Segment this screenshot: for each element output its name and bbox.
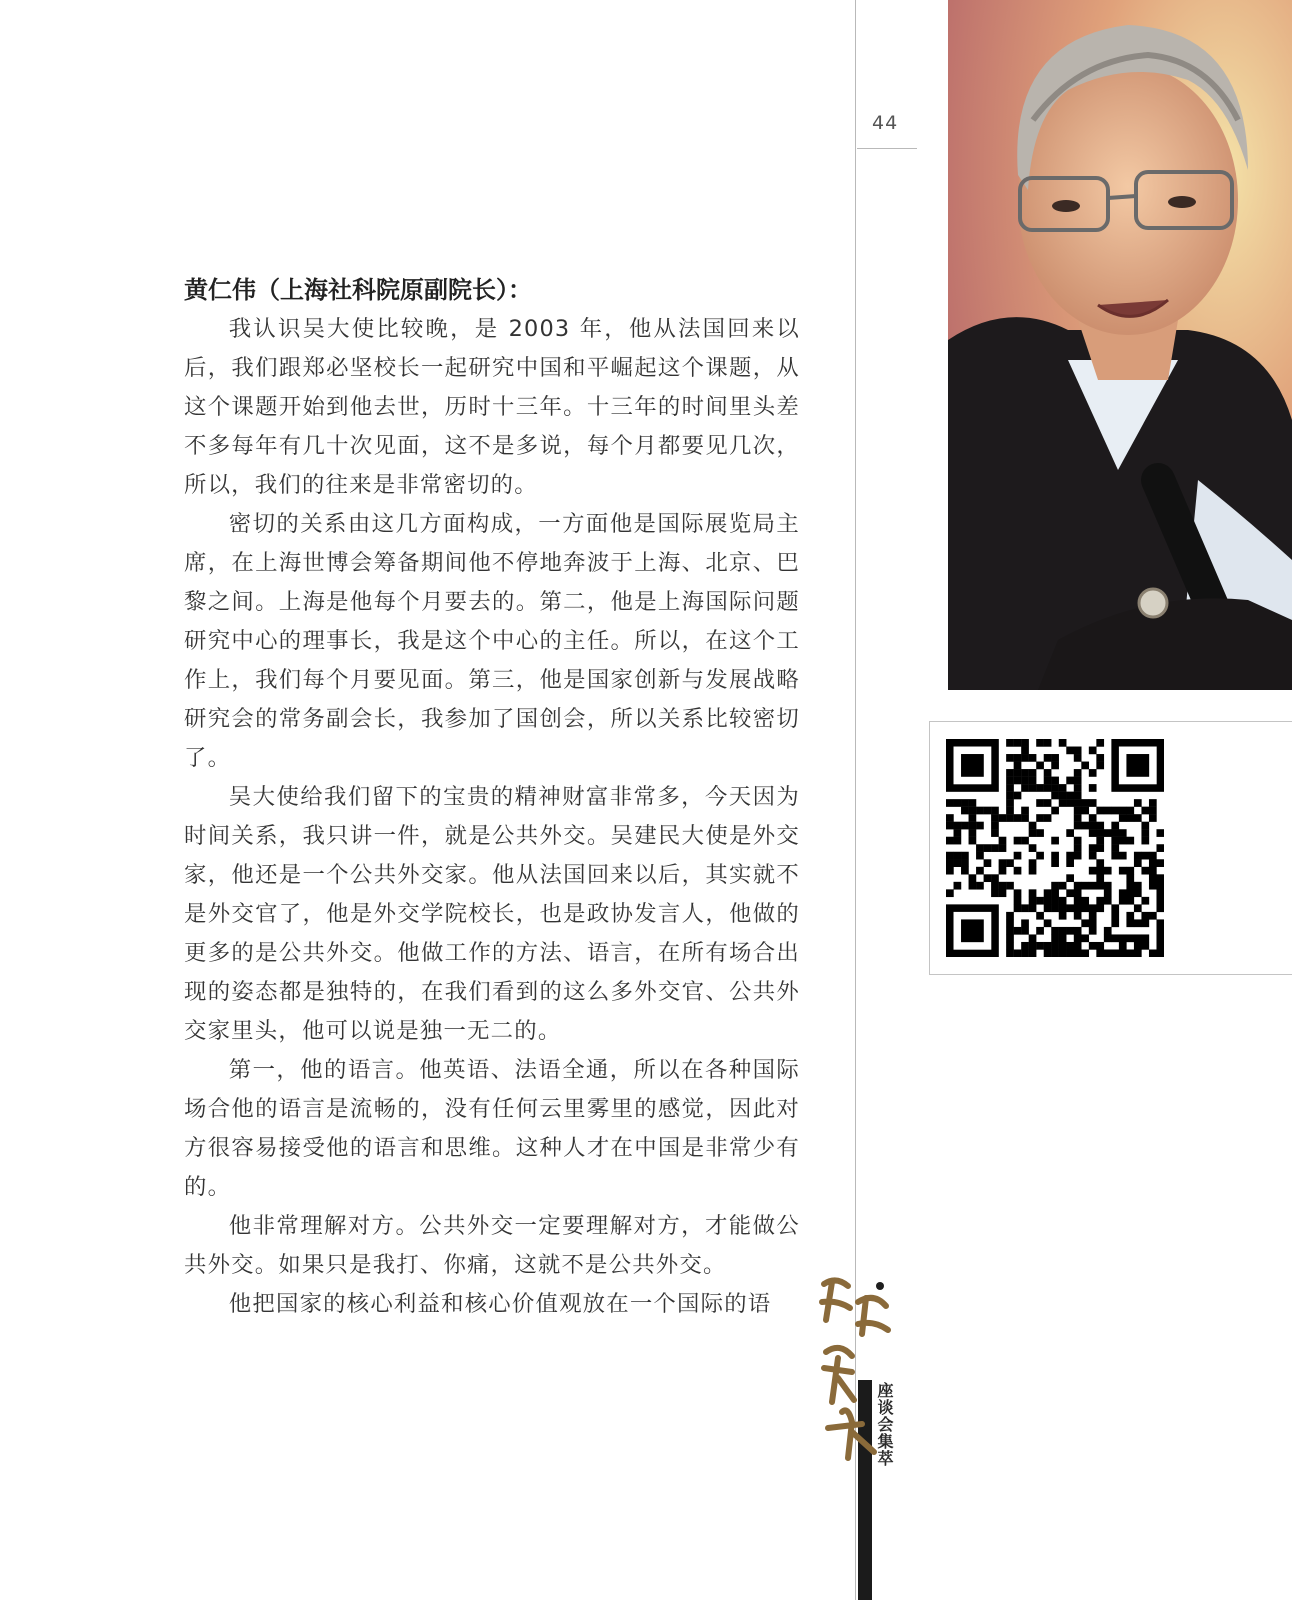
paragraph: 密切的关系由这几方面构成，一方面他是国际展览局主席，在上海世博会筹备期间他不停地奔波于上海、北京、巴黎之间。上海是他每个月要去的。第二，他是上海国际问题研究中心的理事长，我是这个中心的主任。所以，在这个工作上，我们每个月要见面。第三，他是国家创新与发展战略研究会的常务副会长，我参加了国创会，所以关系比较密切了。 <box>184 511 800 771</box>
photo-divider <box>930 721 1292 722</box>
book-subtitle: 座谈会集萃 <box>875 1382 894 1467</box>
paragraph: 他把国家的核心利益和核心价值观放在一个国际的语 <box>228 1291 772 1317</box>
article <box>184 270 800 1324</box>
qr-code[interactable] <box>946 739 1164 957</box>
page-number-rule <box>857 148 917 149</box>
speaker-portrait-photo <box>948 0 1292 690</box>
paragraph: 他非常理解对方。公共外交一定要理解对方，才能做公共外交。如果只是我打、你痛，这就不是公共外交。 <box>184 1213 800 1278</box>
page-number: 44 <box>872 112 899 134</box>
speaker-heading: 黄仁伟（上海社科院原副院长）： <box>184 276 532 304</box>
paragraph: 吴大使给我们留下的宝贵的精神财富非常多，今天因为时间关系，我只讲一件，就是公共外交。吴建民大使是外交家，他还是一个公共外交家。他从法国回来以后，其实就不是外交官了，他是外交学院校长，也是政协发言人，他做的更多的是公共外交。他做工作的方法、语言，在所有场合出现的姿态都是独特的，在我们看到的这么多外交官、公共外交家里头，他可以说是独一无二的。 <box>184 784 800 1044</box>
paragraph: 我认识吴大使比较晚，是 2003 年，他从法国回来以后，我们跟郑必坚校长一起研究中国和平崛起这个课题，从这个课题开始到他去世，历时十三年。十三年的时间里头差不多每年有几十次见面，这不是多说，每个月都要见几次，所以，我们的往来是非常密切的。 <box>184 316 800 498</box>
paragraph: 第一，他的语言。他英语、法语全通，所以在各种国际场合他的语言是流畅的，没有任何云里雾里的感觉，因此对方很容易接受他的语言和思维。这种人才在中国是非常少有的。 <box>184 1057 800 1200</box>
